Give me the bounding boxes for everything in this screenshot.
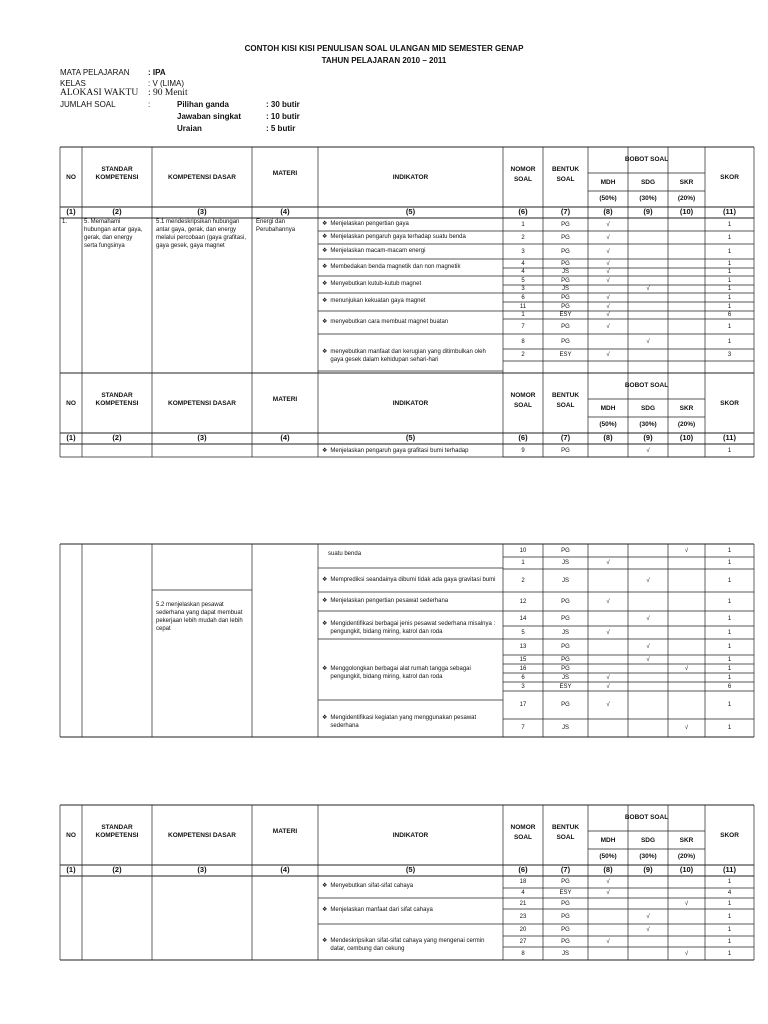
skor: 1 [727,221,732,228]
js-value: : 10 butir [266,112,300,121]
mdh-check: √ [606,248,610,255]
header-kompetensi: KOMPETENSI [95,400,139,407]
standar-kompetensi: 5. Memahami hubungan antar gaya, gerak, dan energy serta fungsinya [84,219,143,249]
skor: 1 [727,303,732,310]
indikator-text: Menyebutkan sifat-sifat cahaya [330,883,414,889]
mdh-check: √ [606,312,610,318]
academic-year: TAHUN PELAJARAN 2010 – 2011 [321,56,447,65]
pg-value: : 30 butir [266,100,300,109]
skor: 1 [727,260,732,267]
header-materi: MATERI [272,828,298,835]
alokasi-value: : 90 Menit [148,88,188,98]
skor: 1 [727,577,732,584]
indikator-text: menunjukan kekuatan gaya magnet [330,298,426,304]
indikator-item [322,906,497,914]
jumlah-label: JUMLAH SOAL [60,100,116,109]
skor: 1 [727,644,732,650]
skor: 1 [727,900,732,907]
mdh-check: √ [606,674,610,681]
header-mdh-pct: (50%) [599,421,617,428]
header-skor: SKOR [720,400,739,407]
bentuk-soal: JS [561,560,569,566]
header-col-number: (7) [560,433,571,442]
kompetensi-dasar-5-2: 5.2 menjelaskan pesawat sederhana yang dapat membuat pekerjaan lebih mudah dan lebih cepat [156,602,243,632]
sdg-check: √ [646,447,650,454]
skor: 1 [727,269,732,275]
header-sdg-pct: (30%) [639,421,657,428]
bullet-icon: ❖ [322,883,328,889]
header-mdh: MDH [600,405,616,412]
skor: 1 [727,447,732,454]
skor: 1 [727,913,732,920]
pg-label: Pilihan ganda [177,100,230,109]
indikator-text: Menjelaskan pengaruh gaya terhadap suatu benda [330,233,466,240]
bentuk-soal: PG [561,447,570,454]
nomor-soal: 6 [521,674,525,681]
indikator-item [322,280,497,288]
skor: 1 [727,938,732,945]
indikator-item [322,714,497,730]
skor: 1 [727,615,732,622]
sdg-check: √ [646,927,650,933]
bullet-icon: ❖ [322,318,328,325]
indikator-text: Menjelaskan macam-macam energi [330,247,426,254]
mdh-check: √ [606,323,610,330]
kelas-value: : V (LIMA) [148,79,185,88]
header-col-number: (5) [405,433,416,442]
header-col-number: (1) [66,865,76,874]
nomor-soal: 7 [521,725,525,731]
header-kompetensi: KOMPETENSI [95,174,139,181]
uraian-label: Uraian [177,124,202,133]
bullet-icon: ❖ [322,298,328,304]
indikator-item [322,937,497,953]
header-indikator: INDIKATOR [392,174,429,181]
header-no: NO [66,174,76,181]
sdg-check: √ [646,644,650,650]
header-col-number: (8) [603,433,613,442]
bentuk-soal: PG [561,598,570,605]
nomor-soal: 8 [521,338,525,345]
header-col-number: (3) [197,865,207,874]
header-skor: SKOR [720,832,739,839]
nomor-soal: 15 [519,656,527,663]
header-col-number: (4) [280,433,290,442]
mdh-check: √ [606,303,610,310]
mdh-check: √ [606,890,610,896]
indikator-text: menyebutkan cara membuat magnet buatan [330,318,449,325]
header-skr-pct: (20%) [677,195,696,202]
header-col-number: (10) [679,865,694,874]
indikator-text: menyebutkan manfaat dan kerugian yang ditimbulkan oleh gaya gesek dalam kehidupan sehari-hari [330,348,486,363]
header-soal-2: SOAL [556,176,575,183]
nomor-soal: 1 [521,221,525,228]
bullet-icon: ❖ [322,714,328,721]
mdh-check: √ [606,352,610,358]
bentuk-soal: ESY [559,312,572,318]
bentuk-soal: PG [561,338,570,345]
nomor-soal: 4 [521,269,525,275]
bentuk-soal: PG [561,900,570,907]
bullet-icon: ❖ [322,220,328,227]
mdh-check: √ [606,277,610,284]
header-mdh-pct: (50%) [599,853,617,860]
uraian-value: : 5 butir [266,124,296,133]
header-skr: SKR [679,837,694,844]
header-col-number: (9) [643,207,653,216]
bullet-icon: ❖ [322,233,328,240]
bentuk-soal: PG [561,234,570,241]
header-skor: SKOR [720,174,739,181]
mdh-check: √ [606,269,610,275]
header-sdg: SDG [640,405,656,412]
nomor-soal: 5 [521,629,525,636]
bentuk-soal: ESY [559,683,572,690]
header-nomor: NOMOR [510,824,536,831]
header-col-number: (7) [560,865,571,874]
skor: 1 [727,950,732,957]
indikator-item [322,220,497,228]
nomor-soal: 3 [521,683,525,690]
header-standar: STANDAR [101,166,133,173]
header-kompetensi-dasar: KOMPETENSI DASAR [168,174,236,181]
skr-check: √ [684,725,689,731]
header-col-number: (9) [643,433,653,442]
bullet-icon: ❖ [322,247,328,254]
bullet-icon: ❖ [322,907,328,913]
bentuk-soal: ESY [559,352,572,358]
sdg-check: √ [646,656,650,663]
skor: 1 [727,665,732,672]
nomor-soal: 20 [519,927,527,933]
header-col-number: (1) [66,207,76,216]
mdh-check: √ [606,879,610,885]
indikator-text: Mendeskripsikan sifat-sifat cahaya yang mengenai cermin datar, cembung dan cekung [330,938,485,952]
header-bobot-soal: BOBOT SOAL [624,814,669,821]
kompetensi-dasar-5-1: 5.1 mendeskripsikan hubungan antar gaya, gerak, dan energy melalui percobaan (gaya grafitasi, gaya gesek, gaya magnet [156,219,247,249]
nomor-soal: 14 [519,615,527,622]
header-kompetensi: KOMPETENSI [95,832,139,839]
bentuk-soal: PG [561,702,570,708]
nomor-soal: 11 [519,303,527,310]
header-col-number: (4) [280,865,290,874]
bullet-icon: ❖ [322,576,328,583]
jumlah-colon: : [148,100,151,109]
bentuk-soal: JS [561,577,569,584]
bentuk-soal: PG [561,221,570,228]
header-sdg-pct: (30%) [639,853,657,860]
header-col-number: (11) [723,865,736,874]
indikator-item [322,576,497,584]
bullet-icon: ❖ [322,280,328,287]
js-label: Jawaban singkat [177,112,242,121]
indikator-text: Mengidentifikasi kegiatan yang menggunakan pesawat sederhana [330,714,477,729]
bentuk-soal: PG [561,294,570,301]
header-sdg: SDG [640,837,656,844]
bentuk-soal: PG [561,644,570,650]
header-kompetensi-dasar: KOMPETENSI DASAR [168,832,236,839]
nomor-soal: 2 [521,577,525,584]
skr-check: √ [684,665,689,672]
bullet-icon: ❖ [322,938,328,944]
mdh-check: √ [606,629,610,636]
indikator-item [322,882,497,890]
header-standar: STANDAR [101,392,133,399]
indikator-item [322,620,497,636]
nomor-soal: 18 [519,879,527,885]
bentuk-soal: JS [561,629,569,636]
nomor-soal: 5 [521,277,525,284]
header-col-number: (8) [603,865,613,874]
indikator-text: Membedakan benda magnetik dan non magnetik [330,263,461,270]
header-skr-pct: (20%) [677,421,696,428]
header-col-number: (9) [643,865,653,874]
sdg-check: √ [646,338,650,345]
skor: 1 [727,656,732,663]
bullet-icon: ❖ [322,621,328,627]
header-soal-2: SOAL [556,834,575,841]
header-mdh: MDH [600,837,616,844]
skor: 1 [727,277,732,284]
bentuk-soal: PG [561,927,570,933]
mdh-check: √ [606,560,610,566]
header-nomor: NOMOR [510,392,536,399]
header-col-number: (7) [560,207,571,216]
header-no: NO [66,400,76,407]
header-bobot-soal: BOBOT SOAL [624,156,669,163]
nomor-soal: 2 [521,234,525,241]
bentuk-soal: PG [561,547,570,554]
indicator-gravity: ❖ Menjelaskan pengaruh gaya grafitasi bumi terhadap [322,448,469,454]
nomor-soal: 2 [521,352,525,358]
header-col-number: (3) [197,207,207,216]
indikator-text: Menyebutkan kutub-kutub magnet [330,280,422,287]
bentuk-soal: PG [561,277,570,284]
bentuk-soal: JS [561,674,569,681]
indikator-text: Menjelaskan pengertian pesawat sederhana [330,597,449,604]
mdh-check: √ [606,702,610,708]
header-sdg: SDG [640,179,656,186]
header-sdg-pct: (30%) [639,195,657,202]
indikator-item [322,263,497,271]
nomor-soal: 10 [519,547,527,554]
header-col-number: (6) [518,207,528,216]
bentuk-soal: PG [561,879,570,885]
sdg-check: √ [646,615,650,622]
bentuk-soal: PG [561,656,570,663]
header-col-number: (2) [112,865,122,874]
header-col-number: (2) [112,433,122,442]
mdh-check: √ [606,221,610,228]
skr-check: √ [684,547,689,554]
indikator-item [322,233,497,241]
header-soal: SOAL [513,402,533,409]
nomor-soal: 8 [521,950,525,957]
header-skr: SKR [679,179,694,186]
header-bobot-soal: BOBOT SOAL [624,382,669,389]
bentuk-soal: PG [561,323,570,330]
header-standar: STANDAR [101,824,133,831]
alokasi-label: ALOKASI WAKTU [60,88,139,98]
skr-check: √ [684,900,689,907]
sdg-check: √ [646,577,650,584]
skor: 3 [727,352,732,358]
header-col-number: (5) [405,207,416,216]
skr-check: √ [684,950,689,957]
header-mdh: MDH [600,179,616,186]
skor: 1 [727,725,732,731]
header-col-number: (11) [723,433,736,442]
nomor-soal: 23 [519,913,527,920]
bentuk-soal: JS [561,950,569,957]
indikator-item [322,318,497,326]
bullet-icon: ❖ [322,665,328,672]
header-no: NO [66,832,76,839]
indikator-item [322,348,497,364]
skor: 1 [727,702,732,708]
bullet-icon: ❖ [322,263,328,270]
nomor-soal: 21 [519,900,527,907]
nomor-soal: 12 [519,598,527,605]
bentuk-soal: JS [561,286,569,292]
kelas-label: KELAS [60,79,86,88]
skor: 1 [727,547,732,554]
nomor-soal: 16 [519,665,527,672]
indikator-item [322,665,497,681]
mapel-label: MATA PELAJARAN [60,68,130,77]
indikator-text: Mengidentifikasi berbagai jenis pesawat sederhana misalnya : pengungkit, bidang miring, katrol dan roda [330,621,496,635]
bentuk-soal: JS [561,725,569,731]
skor: 1 [727,629,732,636]
indikator-item [322,297,497,305]
header-col-number: (10) [679,207,694,216]
nomor-soal: 27 [519,938,527,945]
header-col-number: (8) [603,207,613,216]
header-col-number: (5) [405,865,416,874]
mapel-value: : IPA [148,68,166,77]
header-col-number: (6) [518,433,528,442]
header-indikator: INDIKATOR [392,832,429,839]
header-indikator: INDIKATOR [392,400,429,407]
nomor-soal: 4 [521,260,525,267]
indikator-text: Memprediksi seandainya dibumi tidak ada gaya gravitasi bumi [330,576,496,583]
nomor-soal: 3 [521,248,525,255]
bentuk-soal: PG [561,303,570,310]
mdh-check: √ [606,938,610,945]
nomor-soal: 13 [519,644,527,650]
document-title: CONTOH KISI KISI PENULISAN SOAL ULANGAN MID SEMESTER GENAP [244,44,524,53]
nomor-soal: 6 [521,294,525,301]
header-soal-2: SOAL [556,402,575,409]
nomor-soal: 1 [521,312,525,318]
bentuk-soal: PG [561,260,570,267]
bullet-icon: ❖ [322,597,328,604]
indikator-item [322,247,497,255]
header-col-number: (10) [679,433,694,442]
header-col-number: (1) [66,433,76,442]
indikator-text: Menjelaskan manfaat dari sifat cahaya [330,907,433,913]
sdg-check: √ [646,913,650,920]
skor: 1 [727,248,732,255]
header-col-number: (3) [197,433,207,442]
skor: 1 [727,879,732,885]
skor: 1 [727,338,732,345]
header-materi: MATERI [272,396,298,403]
header-col-number: (4) [280,207,290,216]
skor: 1 [727,234,732,241]
skor: 1 [727,598,732,605]
skor: 6 [727,312,732,318]
skor: 6 [727,683,732,690]
nomor-soal: 9 [521,447,525,454]
skor: 1 [727,674,732,681]
header-col-number: (6) [518,865,528,874]
skor: 4 [727,890,732,896]
skor: 1 [727,927,732,933]
bullet-icon: ❖ [322,348,328,355]
header-bentuk: BENTUK [551,166,580,173]
nomor-soal: 1 [521,560,525,566]
sdg-check: √ [646,286,650,292]
indikator-text: Menggolongkan berbagai alat rumah tangga sebagai pengungkit, bidang miring, katrol dan roda [330,665,471,680]
indicator-continuation: suatu benda [328,551,362,557]
bentuk-soal: PG [561,615,570,622]
row-number: 1. [62,219,68,225]
bentuk-soal: JS [561,269,569,275]
skor: 1 [727,323,732,330]
header-kompetensi-dasar: KOMPETENSI DASAR [168,400,236,407]
skor: 1 [727,286,732,292]
header-soal: SOAL [513,176,533,183]
materi: Energi dan Perubahannya [256,219,296,233]
header-bentuk: BENTUK [551,824,580,831]
mdh-check: √ [606,260,610,267]
header-soal: SOAL [513,834,533,841]
header-bentuk: BENTUK [551,392,580,399]
bentuk-soal: ESY [559,890,572,896]
nomor-soal: 17 [519,702,527,708]
bentuk-soal: PG [561,913,570,920]
mdh-check: √ [606,234,610,241]
bentuk-soal: PG [561,665,570,672]
header-skr-pct: (20%) [677,853,696,860]
nomor-soal: 7 [521,323,525,330]
header-col-number: (2) [112,207,122,216]
nomor-soal: 3 [521,286,525,292]
skor: 1 [727,294,732,301]
header-col-number: (11) [723,207,736,216]
mdh-check: √ [606,598,610,605]
indikator-item [322,597,497,605]
header-materi: MATERI [272,170,298,177]
header-nomor: NOMOR [510,166,536,173]
bentuk-soal: PG [561,248,570,255]
mdh-check: √ [606,294,610,301]
bentuk-soal: PG [561,938,570,945]
skor: 1 [727,560,732,566]
nomor-soal: 4 [521,890,525,896]
indikator-text: Menjelaskan pengertian gaya [330,220,409,227]
mdh-check: √ [606,683,610,690]
header-skr: SKR [679,405,694,412]
header-mdh-pct: (50%) [599,195,617,202]
